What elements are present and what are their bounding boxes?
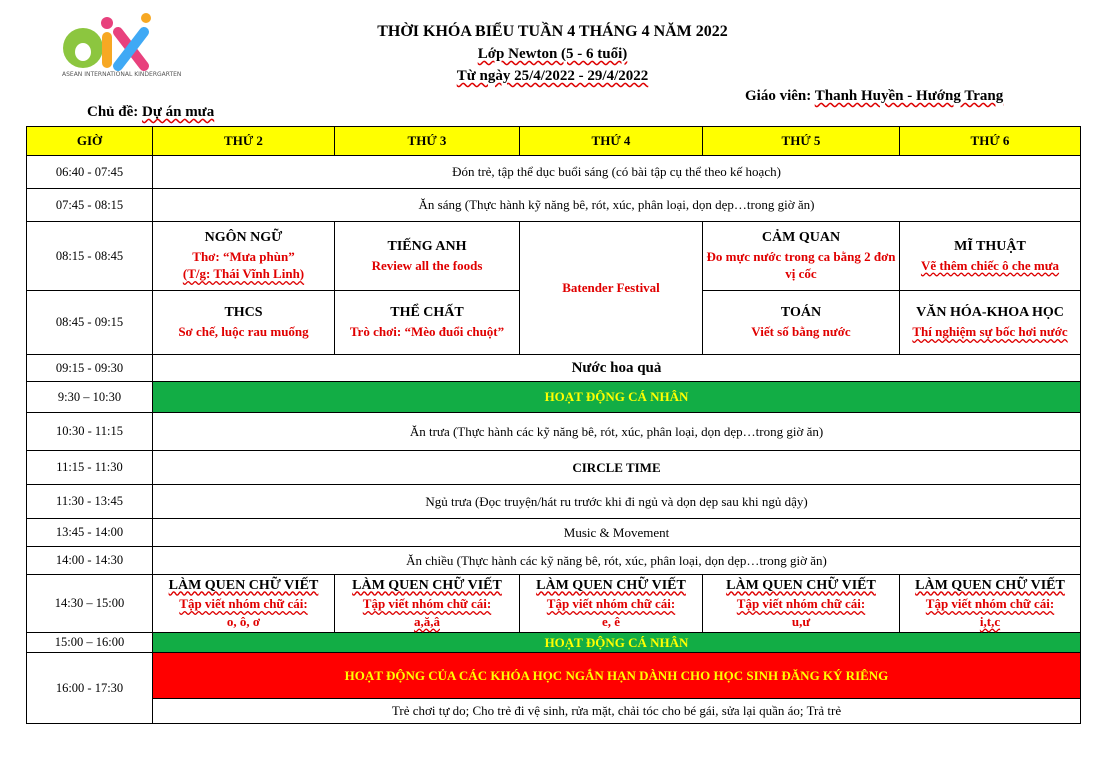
time-cell: 06:40 - 07:45 bbox=[27, 156, 153, 189]
lesson-cell bbox=[153, 291, 335, 355]
lesson-cell bbox=[900, 291, 1081, 355]
logo-text: ASEAN INTERNATIONAL KINDERGARTEN bbox=[62, 71, 182, 78]
subject: LÀM QUEN CHỮ VIẾT bbox=[726, 577, 876, 593]
lesson-line: Thí nghiệm sự bốc hơi nước bbox=[912, 324, 1068, 340]
subject: TIẾNG ANH bbox=[387, 238, 467, 254]
table-row bbox=[27, 653, 1081, 699]
activity-cell: Ăn sáng (Thực hành kỹ năng bê, rót, xúc, phân loại, dọn dẹp…trong giờ ăn) bbox=[153, 189, 1081, 222]
teacher-line: Giáo viên: Thanh Huyền - Hướng Trang bbox=[745, 88, 1004, 104]
table-row bbox=[27, 451, 1081, 485]
time-cell: 13:45 - 14:00 bbox=[27, 519, 153, 547]
activity-cell: Trẻ chơi tự do; Cho trẻ đi vệ sinh, rửa mặt, chải tóc cho bé gái, sửa lại quần áo; Trả trẻ bbox=[153, 699, 1081, 724]
lesson-cell bbox=[335, 222, 520, 291]
lesson-line: Trò chơi: “Mèo đuổi chuột” bbox=[349, 324, 505, 340]
lesson-cell bbox=[153, 575, 335, 633]
timetable bbox=[26, 126, 1081, 724]
time-cell: 11:30 - 13:45 bbox=[27, 485, 153, 519]
activity-cell: Nước hoa quả bbox=[153, 355, 1081, 382]
subject: VĂN HÓA-KHOA HỌC bbox=[916, 305, 1064, 321]
table-row bbox=[27, 519, 1081, 547]
col-mon: THỨ 2 bbox=[153, 127, 335, 156]
lesson-line: Vẽ thêm chiếc ô che mưa bbox=[920, 257, 1060, 273]
activity-cell: Đón trẻ, tập thể dục buổi sáng (có bài tập cụ thể theo kế hoạch) bbox=[153, 156, 1081, 189]
lesson-line: Review all the foods bbox=[371, 257, 483, 273]
lesson-cell bbox=[703, 575, 900, 633]
col-tue: THỨ 3 bbox=[335, 127, 520, 156]
activity-cell: Ăn trưa (Thực hành các kỹ năng bê, rót, xúc, phân loại, dọn dẹp…trong giờ ăn) bbox=[153, 413, 1081, 451]
table-row bbox=[27, 382, 1081, 413]
lesson-cell bbox=[900, 575, 1081, 633]
col-thu: THỨ 5 bbox=[703, 127, 900, 156]
table-row bbox=[27, 633, 1081, 653]
activity-cell: Ngủ trưa (Đọc truyện/hát ru trước khi đi ngủ và dọn dẹp sau khi ngủ dậy) bbox=[153, 485, 1081, 519]
lesson-cell bbox=[703, 222, 900, 291]
letters: i,t,c bbox=[979, 613, 1001, 629]
time-cell: 14:00 - 14:30 bbox=[27, 547, 153, 575]
lesson-cell bbox=[520, 575, 703, 633]
subject: LÀM QUEN CHỮ VIẾT bbox=[536, 577, 686, 593]
subject: LÀM QUEN CHỮ VIẾT bbox=[168, 577, 319, 593]
lesson-cell bbox=[335, 575, 520, 633]
time-cell: 11:15 - 11:30 bbox=[27, 451, 153, 485]
table-row bbox=[27, 355, 1081, 382]
lesson-line: Viết số bằng nước bbox=[751, 324, 851, 340]
subject: THCS bbox=[224, 305, 263, 321]
table-row bbox=[27, 699, 1081, 724]
letters: a,ă,â bbox=[414, 613, 440, 629]
subject: NGÔN NGỮ bbox=[204, 230, 283, 245]
time-cell: 14:30 – 15:00 bbox=[27, 575, 153, 633]
letters: o, ô, ơ bbox=[226, 613, 261, 629]
time-cell: 07:45 - 08:15 bbox=[27, 189, 153, 222]
time-cell: 08:15 - 08:45 bbox=[27, 222, 153, 291]
subject: TOÁN bbox=[780, 305, 822, 321]
subject: CẢM QUAN bbox=[761, 230, 841, 245]
lesson-line: Tập viết nhóm chữ cái: bbox=[546, 596, 676, 612]
time-cell: 16:00 - 17:30 bbox=[27, 653, 153, 724]
lesson-line: Đo mực nước trong ca bằng 2 đơn vị cốc bbox=[706, 248, 896, 282]
schedule-title: THỜI KHÓA BIỂU TUẦN 4 THÁNG 4 NĂM 2022 bbox=[377, 23, 728, 40]
subject: LÀM QUEN CHỮ VIẾT bbox=[915, 577, 1065, 593]
lesson-line: Tập viết nhóm chữ cái: bbox=[925, 596, 1055, 612]
lesson-cell bbox=[153, 222, 335, 291]
lesson-line: Tập viết nhóm chữ cái: bbox=[362, 596, 492, 612]
table-row bbox=[27, 575, 1081, 633]
table-row bbox=[27, 156, 1081, 189]
col-wed: THỨ 4 bbox=[520, 127, 703, 156]
table-row bbox=[27, 189, 1081, 222]
time-cell: 10:30 - 11:15 bbox=[27, 413, 153, 451]
activity-cell: Ăn chiều (Thực hành các kỹ năng bê, rót, xúc, phân loại, dọn dẹp…trong giờ ăn) bbox=[153, 547, 1081, 575]
lesson-line: Thơ: “Mưa phùn” bbox=[192, 248, 295, 264]
activity-cell: HOẠT ĐỘNG CÁ NHÂN bbox=[153, 382, 1081, 413]
lesson-cell bbox=[335, 291, 520, 355]
table-row bbox=[27, 222, 1081, 291]
time-cell: 15:00 – 16:00 bbox=[27, 633, 153, 653]
time-cell: 9:30 – 10:30 bbox=[27, 382, 153, 413]
subject: MĨ THUẬT bbox=[954, 238, 1026, 254]
table-row bbox=[27, 485, 1081, 519]
activity-cell: HOẠT ĐỘNG CỦA CÁC KHÓA HỌC NGẮN HẠN DÀNH CHO HỌC SINH ĐĂNG KÝ RIÊNG bbox=[153, 653, 1081, 699]
table-row bbox=[27, 547, 1081, 575]
subject: LÀM QUEN CHỮ VIẾT bbox=[352, 577, 502, 593]
lesson-line: (T/g: Thái Vĩnh Linh) bbox=[182, 266, 305, 282]
header-row bbox=[27, 127, 1081, 156]
lesson-cell bbox=[703, 291, 900, 355]
activity-cell: HOẠT ĐỘNG CÁ NHÂN bbox=[153, 633, 1081, 653]
activity-cell: CIRCLE TIME bbox=[153, 451, 1081, 485]
lesson-line: Sơ chế, luộc rau muống bbox=[178, 324, 309, 340]
date-range: Từ ngày 25/4/2022 - 29/4/2022 bbox=[456, 68, 649, 84]
col-time: GIỜ bbox=[27, 127, 153, 156]
time-cell: 08:45 - 09:15 bbox=[27, 291, 153, 355]
lesson-line: Tập viết nhóm chữ cái: bbox=[736, 596, 866, 612]
lesson-line: Tập viết nhóm chữ cái: bbox=[179, 596, 308, 612]
time-cell: 09:15 - 09:30 bbox=[27, 355, 153, 382]
lesson-cell bbox=[900, 222, 1081, 291]
col-fri: THỨ 6 bbox=[900, 127, 1081, 156]
letters: e, ê bbox=[601, 613, 621, 629]
activity-cell: Music & Movement bbox=[153, 519, 1081, 547]
table-row bbox=[27, 413, 1081, 451]
lesson-cell: Batender Festival bbox=[520, 222, 703, 355]
class-name: Lớp Newton (5 - 6 tuổi) bbox=[477, 46, 628, 62]
subject: THỂ CHẤT bbox=[390, 305, 464, 321]
topic-line: Chủ đề: Dự án mưa bbox=[87, 104, 215, 120]
letters: u,ư bbox=[791, 613, 811, 629]
